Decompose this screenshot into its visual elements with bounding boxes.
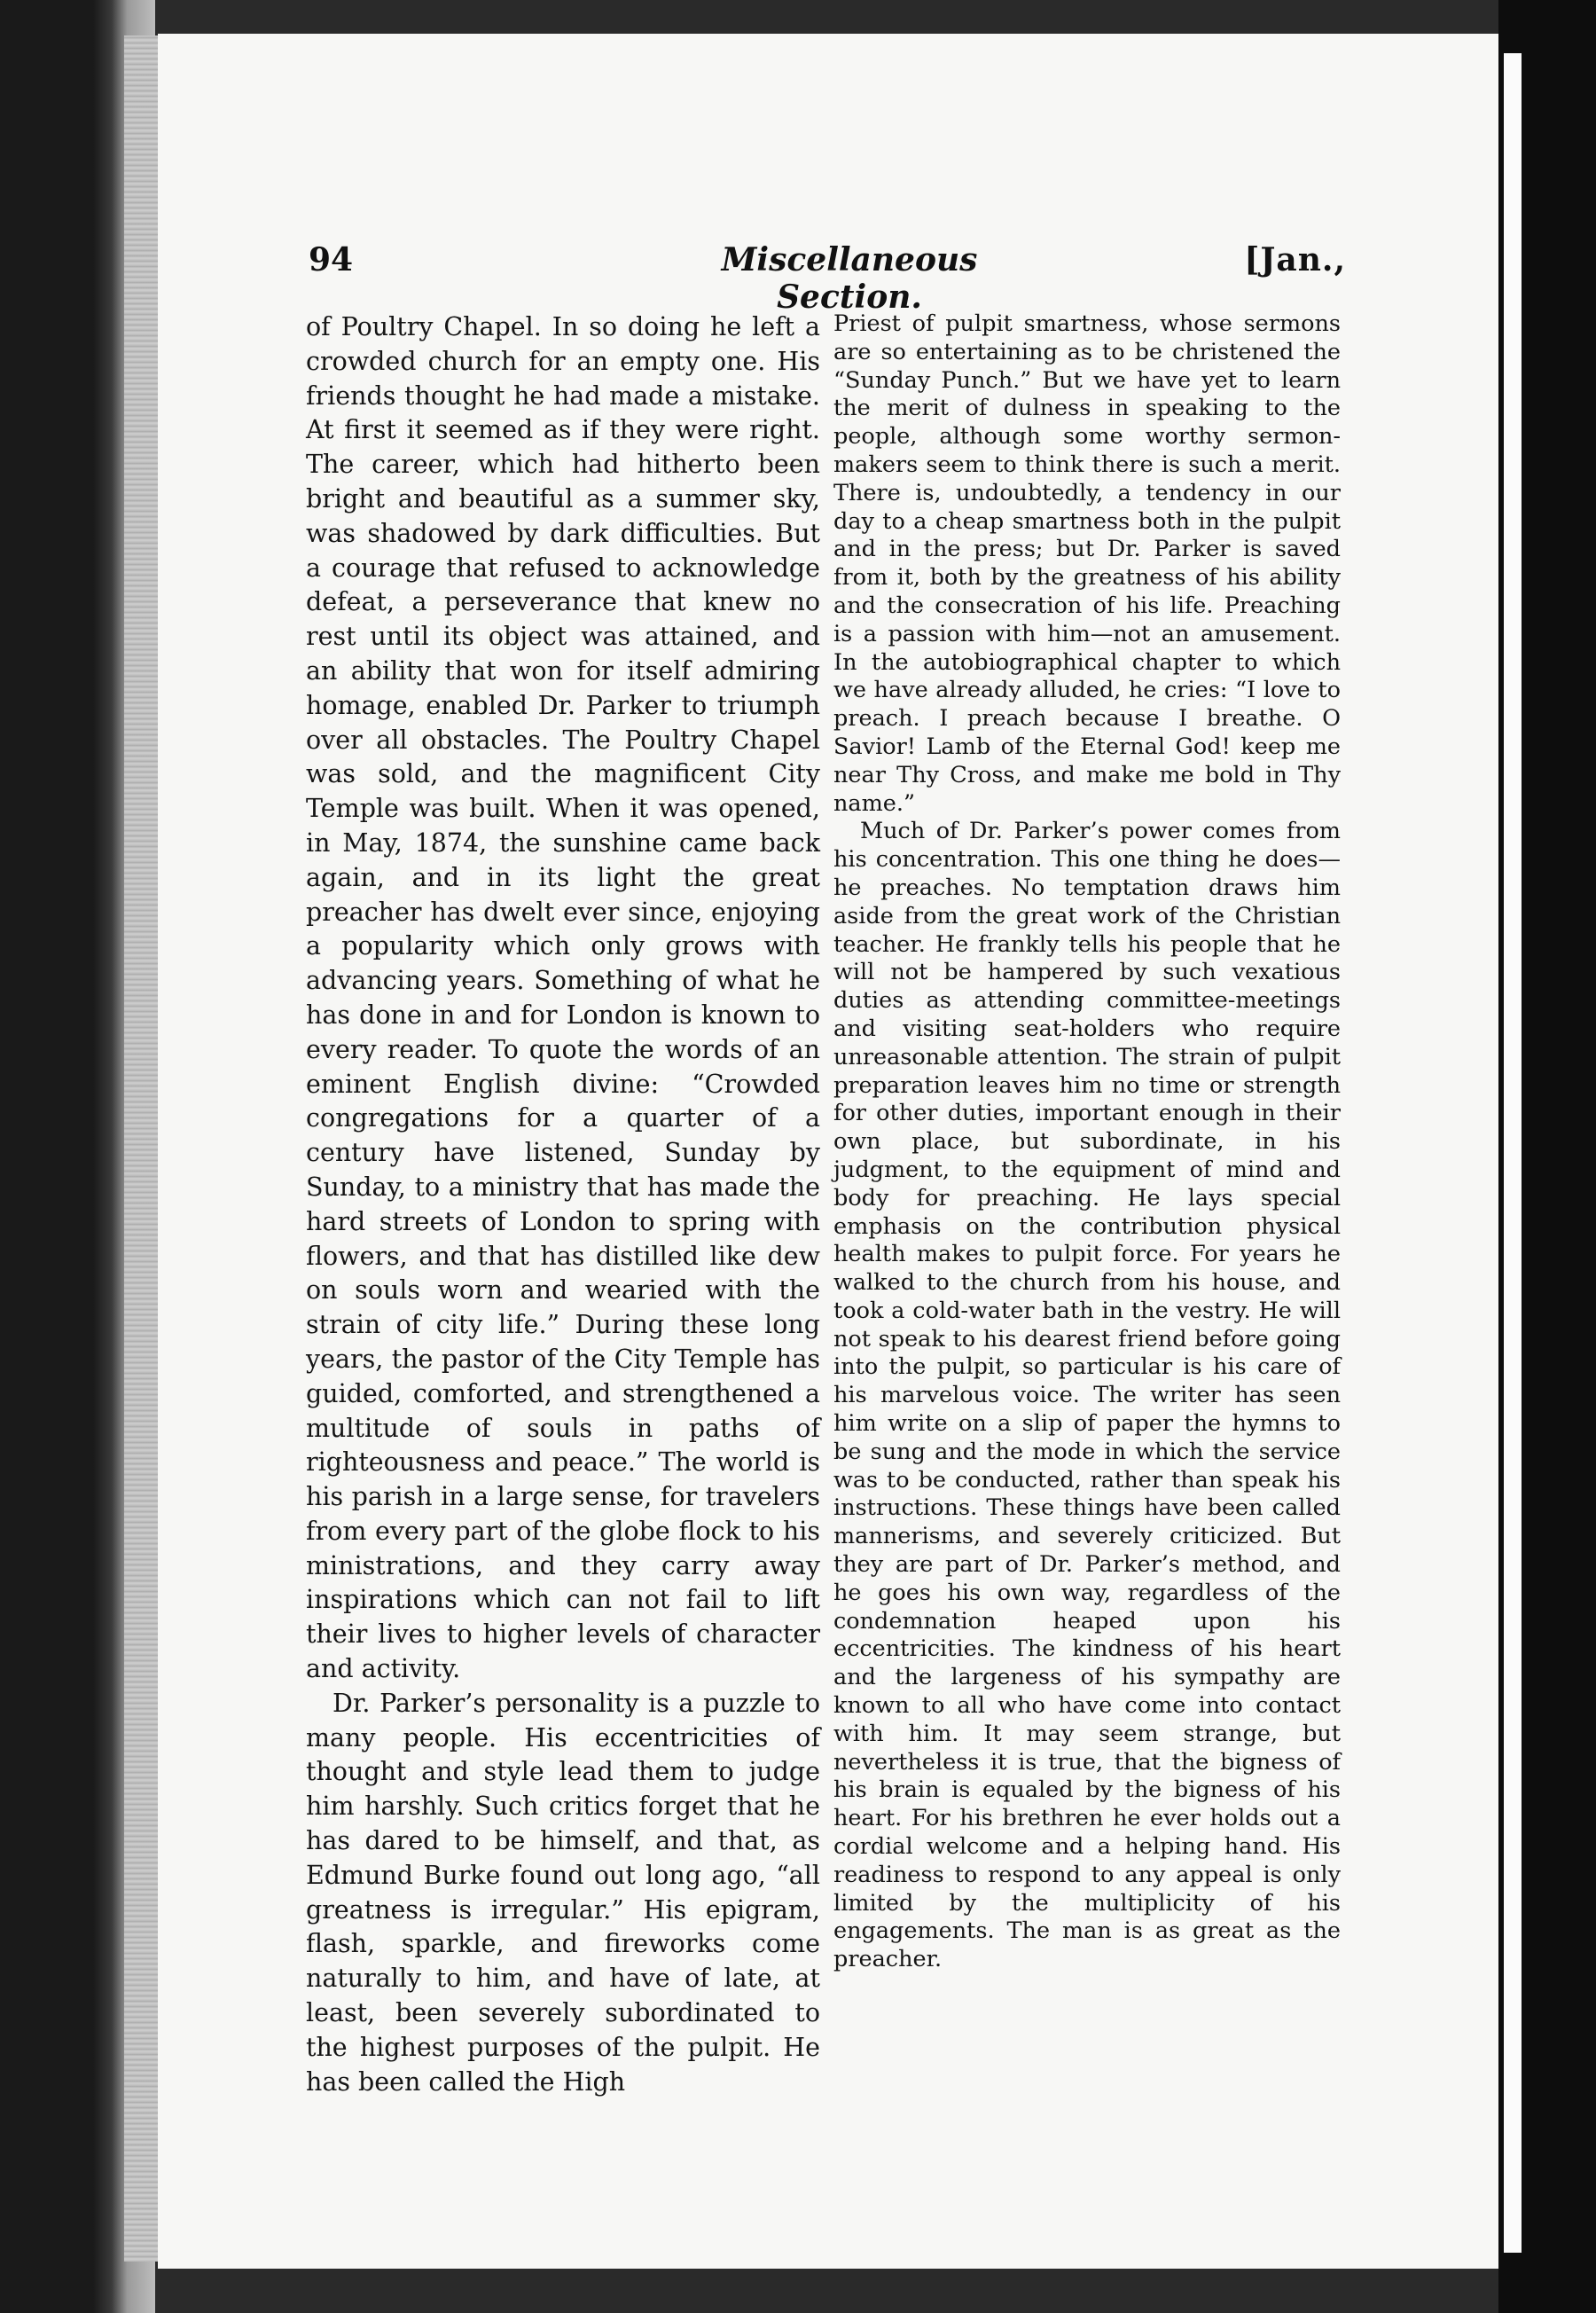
right-paragraph-2: Much of Dr. Parker’s power comes from his concentration. This one thing he does—he preaches. No temptation draws him aside from the great work of the Christian teacher. He frankly tells his people that he will not be hampered by such vexatious duties as attending committee-meetings and visiting seat-holders who require unreasonable attention. The strain of pulpit preparation leaves him no time or strength for other duties, important enough in their own place, but subordinate, in his judgment, to the equipment of mind and body for preaching. He lays special emphasis on the contribution physical health makes to pulpit force. For years he walked to the church from his house, and took a cold-water bath in the vestry. He will not speak to his dearest friend before going into the pulpit, so particular is his care of his marvelous voice. The writer has seen him write on a slip of paper the hymns to be sung and the mode in which the service was to be conducted, rather than speak his instructions. These things have been called mannerisms, and severely criticized. But they are part of Dr. Parker’s method, and he goes his own way, regardless of the condemnation heaped upon his eccentricities. The kindness of his heart and the largeness of his sympathy are known to all who have come into contact with him. It may seem strange, but nevertheless it is true, that the bigness of his brain is equaled by the bigness of his heart. For his brethren he ever holds out a cordial welcome and a helping hand. His readiness to respond to any appeal is only limited by the multiplicity of his engagements. The man is as great as the preacher.	[833, 818, 1341, 1973]
book-page-edge	[124, 35, 160, 2262]
right-column	[833, 310, 1341, 1974]
page-number: 94	[309, 241, 354, 278]
book-page	[158, 34, 1498, 2269]
facing-page-edge	[1504, 53, 1522, 2253]
left-paragraph-2: Dr. Parker’s personality is a puzzle to many people. His eccentricities of thought and style lead them to judge him harshly. Such critics forget that he has dared to be himself, and that, as Edmund Burke found out long ago, “all greatness is irregular.” His epigram, flash, sparkle, and fireworks come naturally to him, and have of late, at least, been severely subordinated to the highest purposes of the pulpit. He has been called the High	[306, 1688, 820, 2097]
section-title: Miscellaneous Section.	[721, 241, 978, 316]
left-column	[306, 310, 820, 2099]
month-label: [Jan.,	[1244, 241, 1346, 278]
left-paragraph-1: of Poultry Chapel. In so doing he left a crowded church for an empty one. His friends thought he had made a mistake. At first it seemed as if they were right. The career, which had hitherto been bright and beautiful as a summer sky, was shadowed by dark difficulties. But a courage that refused to acknowledge defeat, a perseverance that knew no rest until its object was attained, and an ability that won for itself admiring homage, enabled Dr. Parker to triumph over all obstacles. The Poultry Chapel was sold, and the magnificent City Temple was built. When it was opened, in May, 1874, the sunshine came back again, and in its light the great preacher has dwelt ever since, enjoying a popularity which only grows with advancing years. Something of what he has done in and for London is known to every reader. To quote the words of an eminent English divine: “Crowded congregations for a quarter of a century have listened, Sunday by Sunday, to a ministry that has made the hard streets of London to spring with flowers, and that has distilled like dew on souls worn and wearied with the strain of city life.” During these long years, the pastor of the City Temple has guided, comforted, and strengthened a multitude of souls in paths of righteousness and peace.” The world is his parish in a large sense, for travelers from every part of the globe flock to his ministrations, and they carry away inspirations which can not fail to lift their lives to higher levels of character and activity.	[306, 312, 820, 1684]
running-head	[309, 241, 1346, 316]
right-paragraph-1: Priest of pulpit smartness, whose sermons are so entertaining as to be christened the “Sunday Punch.” But we have yet to learn the merit of dulness in speaking to the people, although some worthy sermon-makers seem to think there is such a merit. There is, undoubtedly, a tendency in our day to a cheap smartness both in the pulpit and in the press; but Dr. Parker is saved from it, both by the greatness of his ability and the consecration of his life. Preaching is a passion with him—not an amusement. In the autobiographical chapter to which we have already alluded, he cries: “I love to preach. I preach because I breathe. O Savior! Lamb of the Eternal God! keep me near Thy Cross, and make me bold in Thy name.”	[833, 310, 1341, 817]
